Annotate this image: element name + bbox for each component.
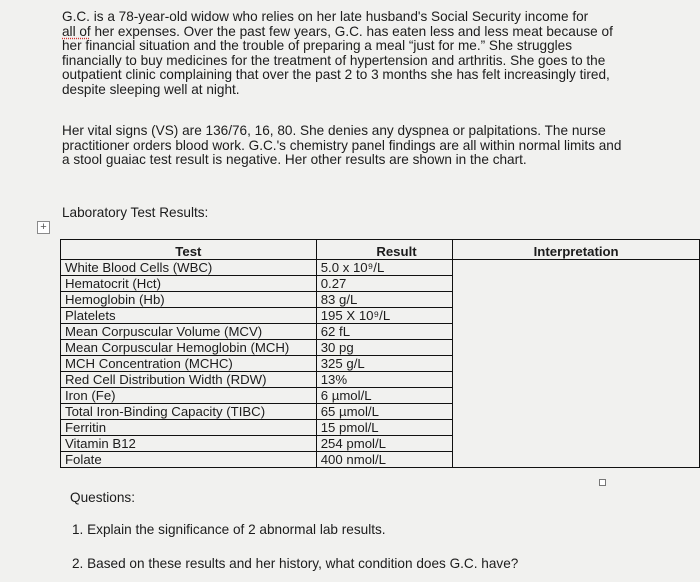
lab-test-name: Mean Corpuscular Volume (MCV) bbox=[61, 324, 317, 340]
lab-test-name: Hemoglobin (Hb) bbox=[61, 292, 317, 308]
lab-test-name: Red Cell Distribution Width (RDW) bbox=[61, 372, 317, 388]
lab-test-interpretation[interactable] bbox=[453, 260, 700, 276]
lab-test-interpretation[interactable] bbox=[453, 324, 700, 340]
lab-test-interpretation[interactable] bbox=[453, 292, 700, 308]
lab-test-interpretation[interactable] bbox=[453, 340, 700, 356]
lab-test-name: Vitamin B12 bbox=[61, 436, 317, 452]
table-row bbox=[61, 356, 700, 372]
question-1: 1. Explain the significance of 2 abnormal lab results. bbox=[72, 522, 386, 537]
lab-test-result: 6 µmol/L bbox=[316, 388, 453, 404]
table-row bbox=[61, 292, 700, 308]
lab-test-interpretation[interactable] bbox=[453, 420, 700, 436]
lab-test-name: White Blood Cells (WBC) bbox=[61, 260, 317, 276]
lab-test-name: MCH Concentration (MCHC) bbox=[61, 356, 317, 372]
lab-test-name: Platelets bbox=[61, 308, 317, 324]
lab-test-result: 13% bbox=[316, 372, 453, 388]
lab-test-interpretation[interactable] bbox=[453, 356, 700, 372]
lab-test-name: Hematocrit (Hct) bbox=[61, 276, 317, 292]
lab-test-result: 5.0 x 10⁹/L bbox=[316, 260, 453, 276]
lab-test-result: 195 X 10⁹/L bbox=[316, 308, 453, 324]
lab-test-result: 30 pg bbox=[316, 340, 453, 356]
lab-results-table bbox=[60, 239, 700, 468]
lab-test-result: 325 g/L bbox=[316, 356, 453, 372]
question-2: 2. Based on these results and her history, what condition does G.C. have? bbox=[72, 556, 519, 571]
lab-test-interpretation[interactable] bbox=[453, 404, 700, 420]
lab-test-interpretation[interactable] bbox=[453, 308, 700, 324]
lab-test-interpretation[interactable] bbox=[453, 388, 700, 404]
case-paragraph-1-lead: G.C. is a 78-year-old widow who relies on her late husband's Social Security income for bbox=[62, 9, 589, 24]
table-row bbox=[61, 452, 700, 468]
lab-test-result: 62 fL bbox=[316, 324, 453, 340]
lab-test-interpretation[interactable] bbox=[453, 276, 700, 292]
table-row bbox=[61, 324, 700, 340]
questions-heading: Questions: bbox=[70, 490, 135, 505]
move-handle-icon[interactable]: + bbox=[37, 221, 50, 234]
lab-test-result: 400 nmol/L bbox=[316, 452, 453, 468]
lab-results-body bbox=[61, 260, 700, 468]
lab-test-name: Ferritin bbox=[61, 420, 317, 436]
table-row bbox=[61, 404, 700, 420]
lab-test-result: 65 µmol/L bbox=[316, 404, 453, 420]
lab-test-name: Iron (Fe) bbox=[61, 388, 317, 404]
case-paragraph-1 bbox=[62, 10, 632, 98]
table-row bbox=[61, 276, 700, 292]
case-paragraph-2: Her vital signs (VS) are 136/76, 16, 80. She denies any dyspnea or palpitations. The nurse practitioner orders blood work. G.C.'s chemistry panel findings are all within normal limits and a stool guaiac test result is negative. Her other results are shown in the chart. bbox=[62, 123, 622, 168]
case-paragraph-1-rest: her expenses. Over the past few years, G.C. has eaten less and less meat because of her financial situation and the trouble of preparing a meal “just for me.” She struggles financially to buy medicines for the treatment of hypertension and arthritis. She goes to the outpatient clinic complaining that over the past 2 to 3 months she has felt increasingly tired, despite sleeping well at night. bbox=[62, 23, 613, 97]
lab-test-name: Folate bbox=[61, 452, 317, 468]
table-row bbox=[61, 340, 700, 356]
lab-test-name: Total Iron-Binding Capacity (TIBC) bbox=[61, 404, 317, 420]
lab-test-result: 254 pmol/L bbox=[316, 436, 453, 452]
table-row bbox=[61, 420, 700, 436]
lab-test-result: 15 pmol/L bbox=[316, 420, 453, 436]
lab-test-result: 0.27 bbox=[316, 276, 453, 292]
table-row bbox=[61, 436, 700, 452]
table-header-row bbox=[61, 240, 700, 260]
lab-results-heading: Laboratory Test Results: bbox=[62, 205, 209, 220]
resize-handle-icon[interactable] bbox=[599, 479, 606, 486]
table-row bbox=[61, 308, 700, 324]
column-header-result: Result bbox=[316, 240, 453, 260]
lab-test-interpretation[interactable] bbox=[453, 372, 700, 388]
lab-test-name: Mean Corpuscular Hemoglobin (MCH) bbox=[61, 340, 317, 356]
table-row bbox=[61, 260, 700, 276]
column-header-test: Test bbox=[61, 240, 317, 260]
table-row bbox=[61, 388, 700, 404]
lab-test-interpretation[interactable] bbox=[453, 436, 700, 452]
spellcheck-underlined-text: all of bbox=[62, 23, 91, 39]
column-header-interpretation: Interpretation bbox=[453, 240, 700, 260]
lab-test-result: 83 g/L bbox=[316, 292, 453, 308]
lab-test-interpretation[interactable] bbox=[453, 452, 700, 468]
table-row bbox=[61, 372, 700, 388]
